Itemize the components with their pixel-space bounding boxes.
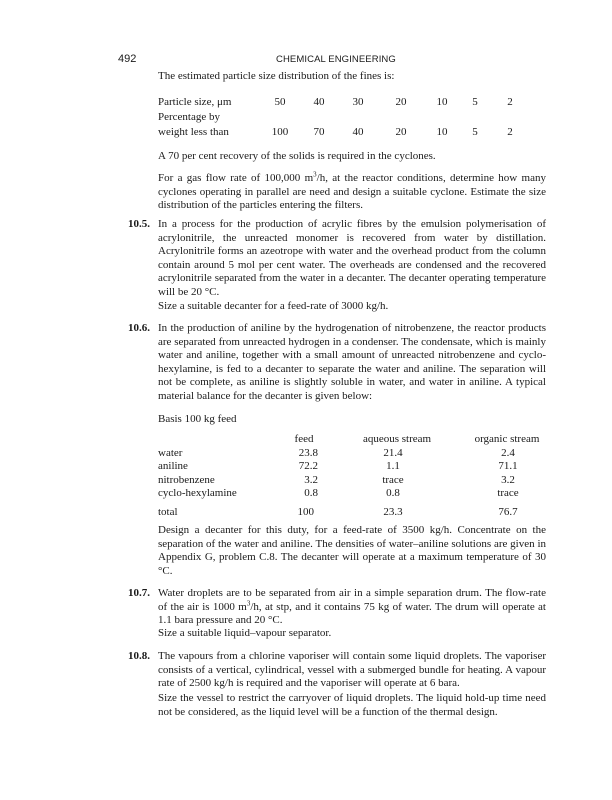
mb-row-name: water (158, 447, 183, 459)
mb-header-organic: organic stream (474, 433, 540, 445)
intro-text: The estimated particle size distribution of the fines is: (158, 70, 395, 82)
mb-row-name: nitrobenzene (158, 474, 215, 486)
mb-cell: 0.8 (386, 487, 400, 499)
problem-10-8-task: Size the vessel to restrict the carryover of liquid droplets. The liquid hold-up time need not be considered, as the liquid level will be a function of the thermal design. (158, 692, 546, 718)
psd-cell: 5 (472, 96, 478, 108)
mb-cell: trace (497, 487, 519, 499)
basis-line: Basis 100 kg feed (158, 413, 237, 425)
problem-10-7-superscript: 3 (246, 598, 251, 607)
mb-row-name: cyclo-hexylamine (158, 487, 237, 499)
mb-total-feed: 100 (297, 506, 314, 518)
running-title: CHEMICAL ENGINEERING (276, 54, 396, 65)
psd-row1-label: Particle size, μm (158, 96, 232, 108)
mb-cell: 0.8 (304, 487, 318, 499)
psd-cell: 70 (313, 126, 325, 138)
problem-10-7-text-1: Water droplets are to be separated from air in a simple separation drum. The flow-rate of the air is 1000 m (158, 587, 546, 613)
problem-number-10-7: 10.7. (128, 587, 150, 599)
problem-10-6-design: Design a decanter for this duty, for a feed-rate of 3500 kg/h. Concentrate on the separation of the water and aniline. The densities of water–aniline solutions are given in Appendix G, problem C.8. The decanter will operate at a maximum temperature of 30 °C. (158, 524, 546, 577)
psd-cell: 5 (472, 126, 478, 138)
flow-superscript: 3 (313, 170, 317, 179)
problem-10-8-text: The vapours from a chlorine vaporiser will contain some liquid droplets. The vaporiser consists of a vertical, cylindrical, vessel with a submerged bundle for heating. A vapour rate of 2500 kg/h is required and the vaporiser will operate at 6 bara. (158, 650, 546, 690)
problem-number-10-5: 10.5. (128, 218, 150, 230)
flow-text-1: For a gas flow rate of 100,000 m (158, 172, 314, 184)
problem-number-10-6: 10.6. (128, 322, 150, 334)
mb-cell: 21.4 (383, 447, 403, 459)
mb-total-organic: 76.7 (498, 506, 518, 518)
mb-cell: 23.8 (298, 447, 318, 459)
mb-cell: 2.4 (501, 447, 515, 459)
mb-total-label: total (158, 506, 178, 518)
mb-row-name: aniline (158, 460, 188, 472)
psd-cell: 2 (507, 126, 513, 138)
mb-cell: 3.2 (501, 474, 515, 486)
problem-10-5-text: In a process for the production of acrylic fibres by the emulsion polymerisation of acrylonitrile, the unreacted monomer is recovered from water by distillation. Acrylonitrile forms an azeotrope with water and the overhead product from the column contain around 5 mol per cent water. The overheads are condensed and the recovered acrylonitrile separated from the water in a decanter. The decanter operating temperature will be 20 °C. (158, 218, 546, 298)
problem-number-10-8: 10.8. (128, 650, 150, 662)
problem-10-7-text-2: /h, at stp, and it contains 75 kg of water. The drum will operate at 1.1 bara pressure and 20 °C. (158, 600, 546, 627)
flow-paragraph (158, 172, 546, 213)
psd-cell: 50 (274, 96, 286, 108)
problem-10-5-task: Size a suitable decanter for a feed-rate of 3000 kg/h. (158, 300, 389, 312)
flow-text-2: /h, at the reactor conditions, determine how many cyclones operating in parallel are need and design a suitable cyclone. Estimate the size distribution of the particles entering the filters. (158, 172, 546, 212)
mb-header-feed: feed (294, 433, 314, 445)
psd-cell: 20 (395, 126, 407, 138)
problem-10-7-text (158, 587, 546, 628)
mb-cell: 71.1 (498, 460, 518, 472)
psd-cell: 2 (507, 96, 513, 108)
recovery-text: A 70 per cent recovery of the solids is required in the cyclones. (158, 150, 436, 162)
psd-cell: 40 (352, 126, 364, 138)
psd-cell: 10 (436, 126, 448, 138)
psd-row2-label: Percentage by (158, 111, 220, 123)
psd-cell: 40 (313, 96, 325, 108)
mb-total-aqueous: 23.3 (383, 506, 403, 518)
page-number: 492 (118, 53, 137, 65)
mb-cell: trace (382, 474, 404, 486)
psd-row3-label: weight less than (158, 126, 229, 138)
psd-cell: 10 (436, 96, 448, 108)
mb-cell: 72.2 (298, 460, 318, 472)
mb-cell: 1.1 (386, 460, 400, 472)
mb-cell: 3.2 (304, 474, 318, 486)
mb-header-aqueous: aqueous stream (362, 433, 432, 445)
psd-cell: 30 (352, 96, 364, 108)
problem-10-6-text: In the production of aniline by the hydrogenation of nitrobenzene, the reactor products are separated from unreacted hydrogen in a condenser. The condensate, which is mainly water and aniline, together with a small amount of unreacted nitrobenzene and cyclo-hexylamine, is fed to a decanter to separate the water and aniline. The separation will not be complete, as aniline is slightly soluble in water, and water in aniline. A typical material balance for the decanter is given below: (158, 322, 546, 402)
problem-10-7-task: Size a suitable liquid–vapour separator. (158, 627, 332, 639)
psd-cell: 100 (271, 126, 289, 138)
psd-cell: 20 (395, 96, 407, 108)
